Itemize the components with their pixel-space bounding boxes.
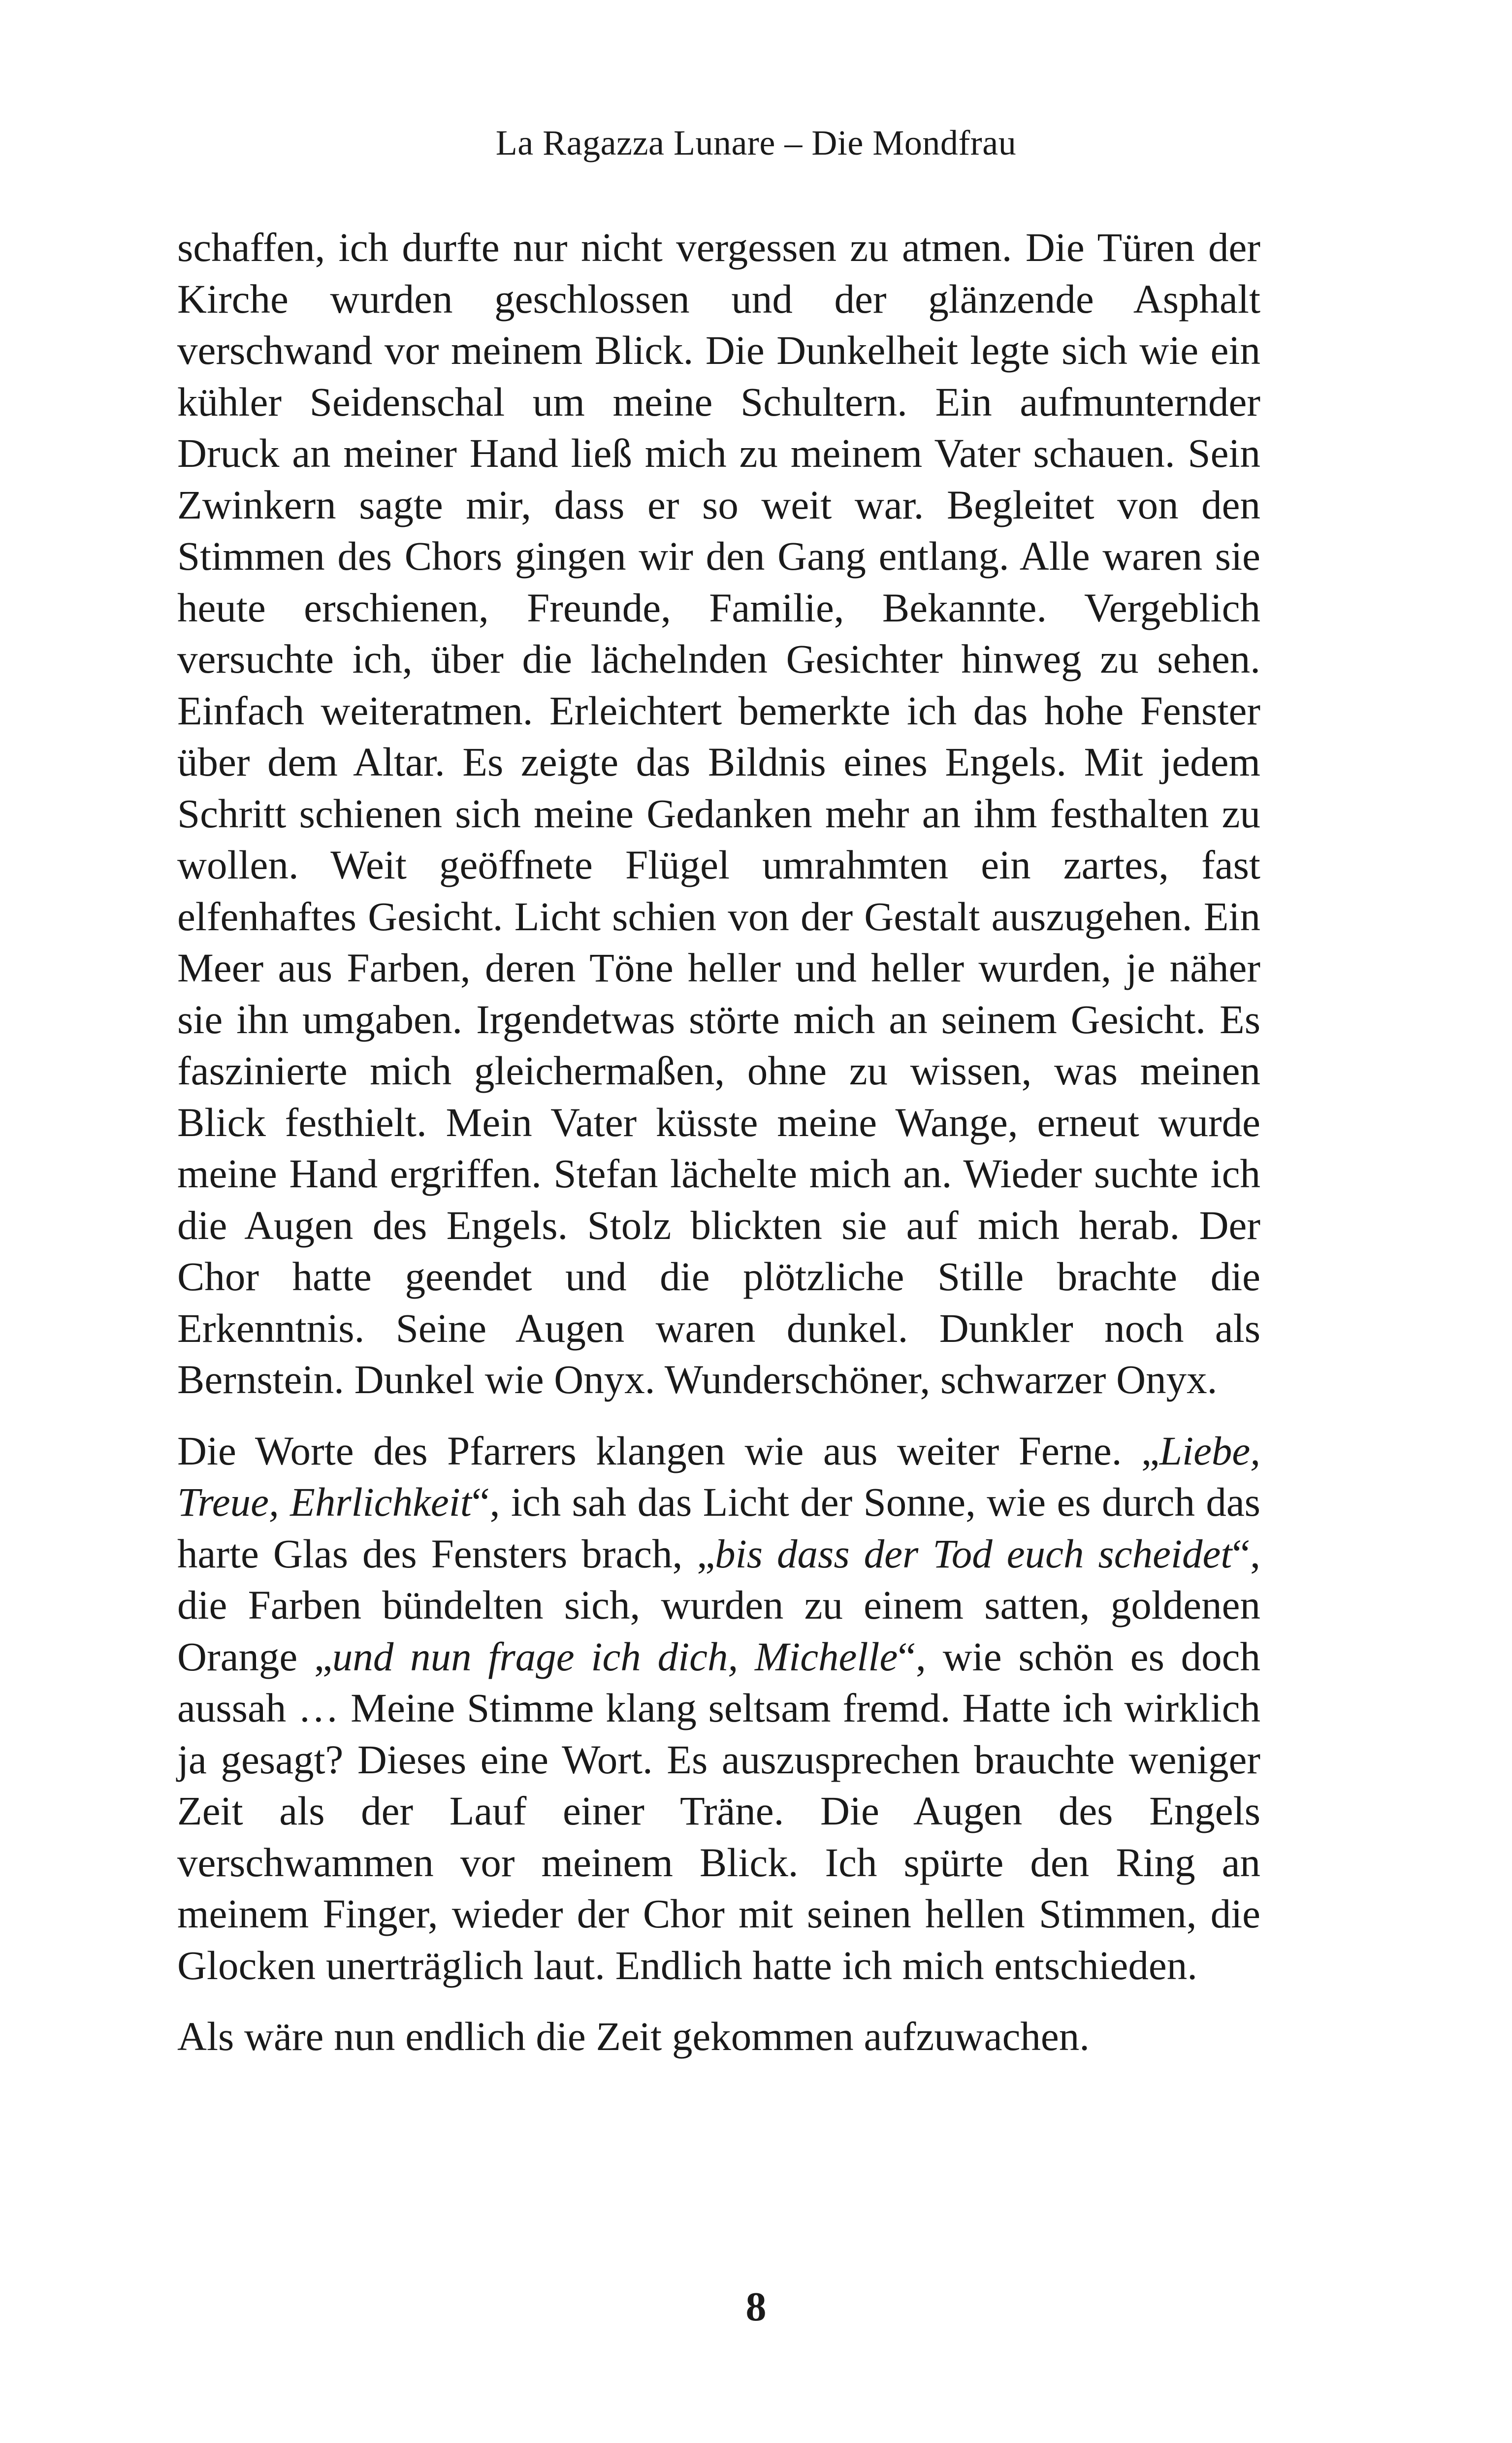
paragraph-1: schaffen, ich durfte nur nicht vergessen zu atmen. Die Türen der Kirche wurden geschlossen und der glänzende Asphalt verschwand vor meinem Blick. Die Dunkelheit legte sich wie ein kühler Seidenschal um meine Schultern. Ein aufmunternder Druck an meiner Hand ließ mich zu meinem Vater schauen. Sein Zwinkern sagte mir, dass er so weit war. Begleitet von den Stimmen des Chors gingen wir den Gang entlang. Alle waren sie heute erschienen, Freunde, Familie, Bekannte. Vergeblich versuchte ich, über die lächelnden Gesichter hinweg zu sehen. Einfach weiteratmen. Erleichtert bemerkte ich das hohe Fenster über dem Altar. Es zeigte das Bildnis eines Engels. Mit jedem Schritt schienen sich meine Gedanken mehr an ihm festhalten zu wollen. Weit geöffnete Flügel umrahmten ein zartes, fast elfenhaftes Gesicht. Licht schien von der Gestalt auszugehen. Ein Meer aus Farben, deren Töne heller und heller wurden, je näher sie ihn umgaben. Irgendetwas störte mich an seinem Gesicht. Es faszinierte mich gleichermaßen, ohne zu wissen, was meinen Blick festhielt. Mein Vater küsste meine Wange, erneut wurde meine Hand ergriffen. Stefan lächelte mich an. Wieder suchte ich die Augen des Engels. Stolz blickten sie auf mich herab. Der Chor hatte geendet und die plötzliche Stille brachte die Erkenntnis. Seine Augen waren dunkel. Dunkler noch als Bernstein. Dunkel wie Onyx. Wunderschöner, schwarzer Onyx. <box>177 225 1260 1402</box>
quote-und-nun: und nun frage ich dich, Michelle <box>332 1633 898 1679</box>
page-number: 8 <box>745 2284 767 2330</box>
paragraph-2-text: “, ich sah das Licht der Sonne, wie es durch das harte Glas des Fensters brach, „ <box>177 1479 1260 1576</box>
paragraph-2-text: “, wie schön es doch aussah … Meine Stimme klang seltsam fremd. Hatte ich wirklich ja gesagt? Dieses eine Wort. Es auszusprechen brauchte weniger Zeit als der Lauf einer Träne. Die Augen des Engels verschwammen vor meinem Blick. Ich spürte den Ring an meinem Finger, wieder der Chor mit seinen hellen Stimmen, die Glocken unerträglich laut. Endlich hatte ich mich entschieden. <box>177 1633 1260 1988</box>
running-header: La Ragazza Lunare – Die Mondfrau <box>495 123 1017 163</box>
paragraph-2 <box>177 1425 1260 1991</box>
quote-liebe-treue: Liebe, Treue, Ehrlichkeit <box>177 1428 1260 1525</box>
paragraph-2-text: Die Worte des Pfarrers klangen wie aus weiter Ferne. „ <box>177 1428 1159 1473</box>
body-text <box>177 222 1260 2082</box>
paragraph-3: Als wäre nun endlich die Zeit gekommen aufzuwachen. <box>177 2014 1090 2059</box>
quote-bis-dass: bis dass der Tod euch scheidet <box>715 1531 1232 1576</box>
paragraph-2-text: “, die Farben bündelten sich, wurden zu einem satten, goldenen Orange „ <box>177 1531 1260 1679</box>
